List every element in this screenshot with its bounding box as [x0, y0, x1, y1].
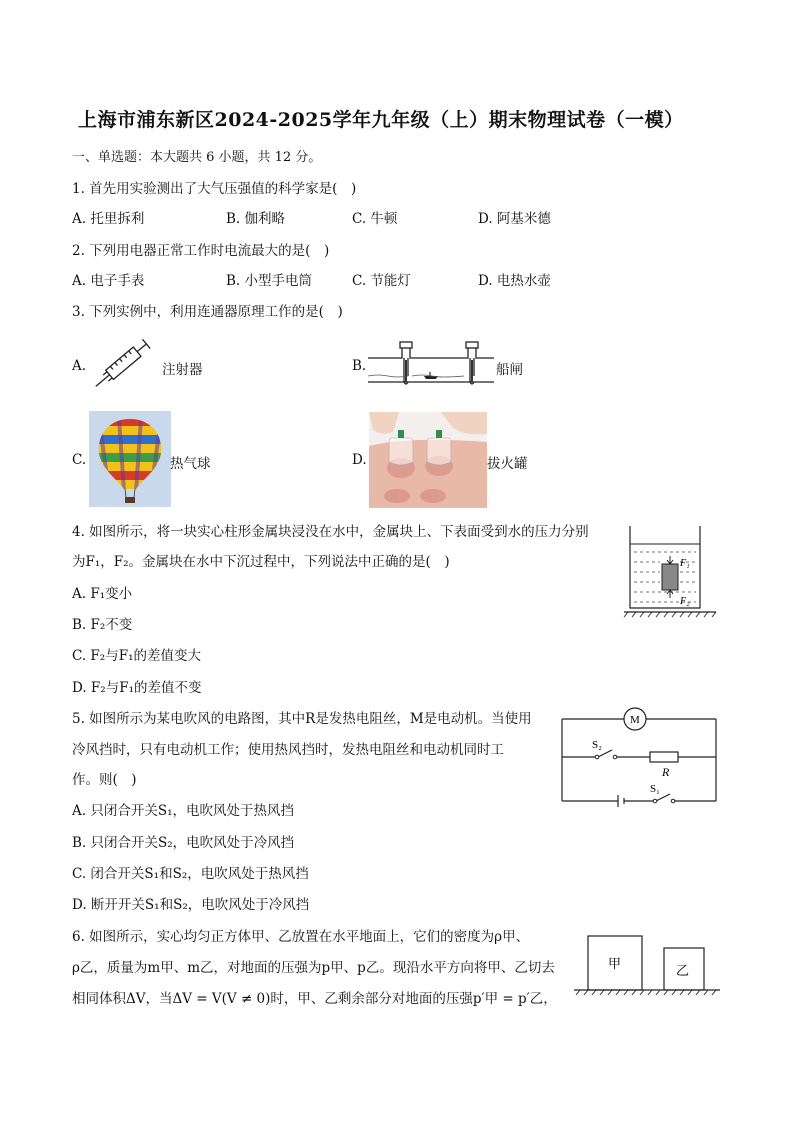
q3-option-b-label: 船闸: [496, 362, 523, 378]
q2-option-a[interactable]: A. 电子手表: [72, 273, 145, 289]
question-4-stem-line2: 为F₁，F₂。金属块在水中下沉过程中，下列说法中正确的是( ): [72, 554, 450, 570]
ship-lock-icon: [368, 336, 494, 390]
q2-option-c[interactable]: C. 节能灯: [352, 273, 411, 289]
question-5-stem-line3: 作。则( ): [72, 772, 137, 788]
question-2-stem: 2. 下列用电器正常工作时电流最大的是( ): [72, 243, 330, 259]
label-s2: S₂: [592, 739, 602, 751]
syringe-icon: [86, 326, 162, 402]
q2-option-b[interactable]: B. 小型手电筒: [226, 273, 313, 289]
label-yi: 乙: [676, 964, 690, 979]
question-5-stem-line1: 5. 如图所示为某电吹风的电路图，其中R是发热电阻丝，M是电动机。当使用: [72, 711, 532, 727]
cupping-jar-icon: [369, 412, 487, 508]
page-title: 上海市浦东新区2024-2025学年九年级（上）期末物理试卷（一模）: [78, 109, 684, 131]
question-1-stem: 1. 首先用实验测出了大气压强值的科学家是( ): [72, 181, 357, 197]
label-jia: 甲: [608, 957, 622, 972]
question-5-stem-line2: 冷风挡时，只有电动机工作；使用热风挡时，发热电阻丝和电动机同时工: [72, 742, 504, 758]
q3-option-b-letter[interactable]: B.: [352, 358, 367, 374]
label-f2: F₂: [680, 596, 690, 607]
section-heading: 一、单选题：本大题共 6 小题，共 12 分。: [72, 150, 322, 165]
question-4-stem-line1: 4. 如图所示，将一块实心柱形金属块浸没在水中，金属块上、下表面受到水的压力分别: [72, 524, 589, 540]
question-3-stem: 3. 下列实例中，利用连通器原理工作的是( ): [72, 304, 343, 320]
q3-option-c-letter[interactable]: C.: [72, 452, 87, 468]
q1-option-c[interactable]: C. 牛顿: [352, 211, 398, 227]
label-s1: S₁: [650, 783, 660, 795]
question-6-stem-line2: ρ乙，质量为m甲、m乙，对地面的压强为p甲、p乙。现沿水平方向将甲、乙切去: [72, 960, 555, 976]
q2-option-d[interactable]: D. 电热水壶: [478, 273, 551, 289]
q1-option-a[interactable]: A. 托里拆利: [72, 211, 145, 227]
q4-option-c[interactable]: C. F₂与F₁的差值变大: [72, 648, 201, 664]
q4-option-b[interactable]: B. F₂不变: [72, 617, 133, 633]
q3-option-a-letter[interactable]: A.: [72, 358, 87, 374]
q3-option-d-letter[interactable]: D.: [352, 452, 367, 468]
question-6-stem-line3: 相同体积ΔV，当ΔV = V(V ≠ 0)时，甲、乙剩余部分对地面的压强p′甲 = p′乙，: [72, 991, 557, 1007]
q1-option-b[interactable]: B. 伽利略: [226, 211, 286, 227]
q5-option-b[interactable]: B. 只闭合开关S₂，电吹风处于冷风挡: [72, 835, 295, 851]
hot-air-balloon-icon: [89, 411, 171, 507]
q3-option-d-label: 拔火罐: [487, 456, 528, 472]
q3-option-c-label: 热气球: [170, 456, 211, 472]
label-r: R: [662, 765, 670, 779]
q5-option-d[interactable]: D. 断开开关S₁和S₂，电吹风处于冷风挡: [72, 897, 310, 913]
hair-dryer-circuit-diagram: [558, 705, 720, 805]
q4-option-d[interactable]: D. F₂与F₁的差值不变: [72, 680, 202, 696]
q3-option-a-label: 注射器: [162, 362, 203, 378]
submerged-block-diagram: [624, 522, 718, 618]
q4-option-a[interactable]: A. F₁变小: [72, 586, 133, 602]
two-cubes-diagram: [572, 934, 722, 996]
q5-option-c[interactable]: C. 闭合开关S₁和S₂，电吹风处于热风挡: [72, 866, 309, 882]
label-f1: F₁: [680, 558, 690, 569]
q5-option-a[interactable]: A. 只闭合开关S₁，电吹风处于热风挡: [72, 803, 294, 819]
q1-option-d[interactable]: D. 阿基米德: [478, 211, 551, 227]
question-6-stem-line1: 6. 如图所示，实心均匀正方体甲、乙放置在水平地面上，它们的密度为ρ甲、: [72, 929, 530, 945]
label-motor: M: [630, 714, 640, 726]
